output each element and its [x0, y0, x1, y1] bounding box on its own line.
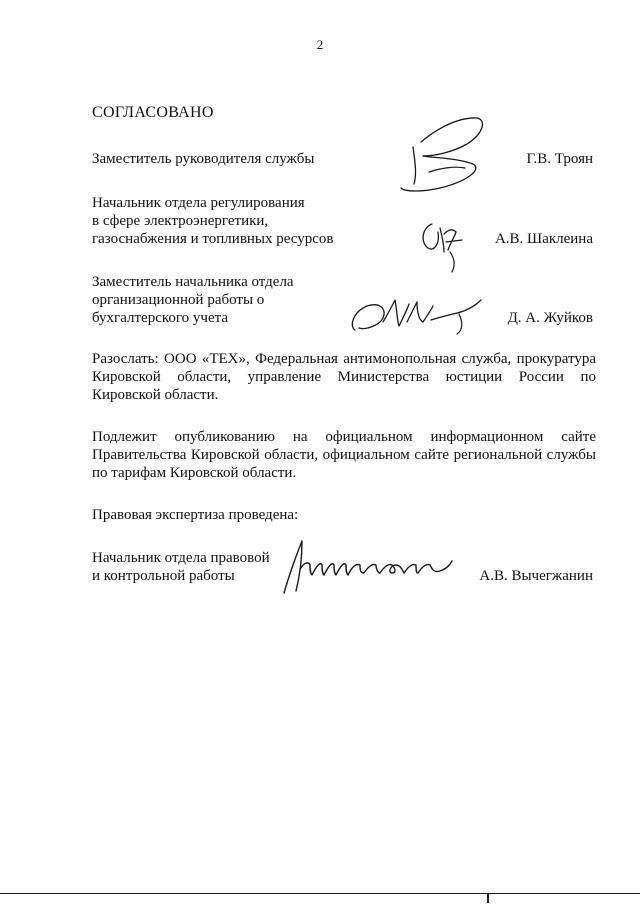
approval-role-3 [92, 273, 294, 327]
legal-review-statement: Правовая экспертиза проведена: [92, 507, 299, 523]
approval-name-2: А.В. Шаклеина [494, 231, 593, 247]
approval-role-2 [92, 194, 334, 248]
footer-tick [487, 893, 489, 903]
handwritten-signature-icon [345, 292, 490, 337]
approved-heading: СОГЛАСОВАНО [92, 104, 214, 121]
paragraph-line: Правительства Кировской области, официальном сайте региональной службы [92, 447, 596, 463]
page-number: 2 [316, 37, 324, 52]
approval-role-line: организационной работы о [92, 292, 265, 308]
approval-role-line: Заместитель начальника отдела [92, 274, 294, 290]
handwritten-signature-icon [418, 218, 468, 276]
publication-paragraph [92, 428, 596, 482]
approval-name-3: Д. А. Жуйков [507, 310, 593, 326]
paragraph-line: Разослать: ООО «ТЕХ», Федеральная антимонопольная служба, прокуратура [92, 351, 596, 367]
approval-role-line: Начальник отдела регулирования [92, 195, 305, 211]
approval-role-line: бухгалтерского учета [92, 310, 229, 326]
legal-review-name: А.В. Вычегжанин [479, 568, 593, 584]
approval-role-line: газоснабжения и топливных ресурсов [92, 231, 334, 247]
approval-role-line: Заместитель руководителя службы [92, 151, 315, 167]
paragraph-line: Кировской области. [92, 387, 219, 403]
paragraph-line: Кировской области, управление Министерства юстиции России по [92, 369, 596, 385]
paragraph-line: по тарифам Кировской области. [92, 465, 297, 481]
approval-role-line: Начальник отдела правовой [92, 550, 270, 566]
legal-review-role [92, 549, 270, 585]
paragraph-line: Подлежит опубликованию на официальном информационном сайте [92, 429, 596, 445]
handwritten-signature-icon [395, 112, 495, 197]
handwritten-signature-icon [276, 535, 456, 597]
approval-name-1: Г.В. Троян [526, 151, 593, 167]
footer-rule [0, 893, 640, 894]
approval-role-line: в сфере электроэнергетики, [92, 213, 269, 229]
distribution-paragraph [92, 350, 596, 404]
approval-role-line: и контрольной работы [92, 568, 235, 584]
approval-role-1 [92, 150, 314, 168]
